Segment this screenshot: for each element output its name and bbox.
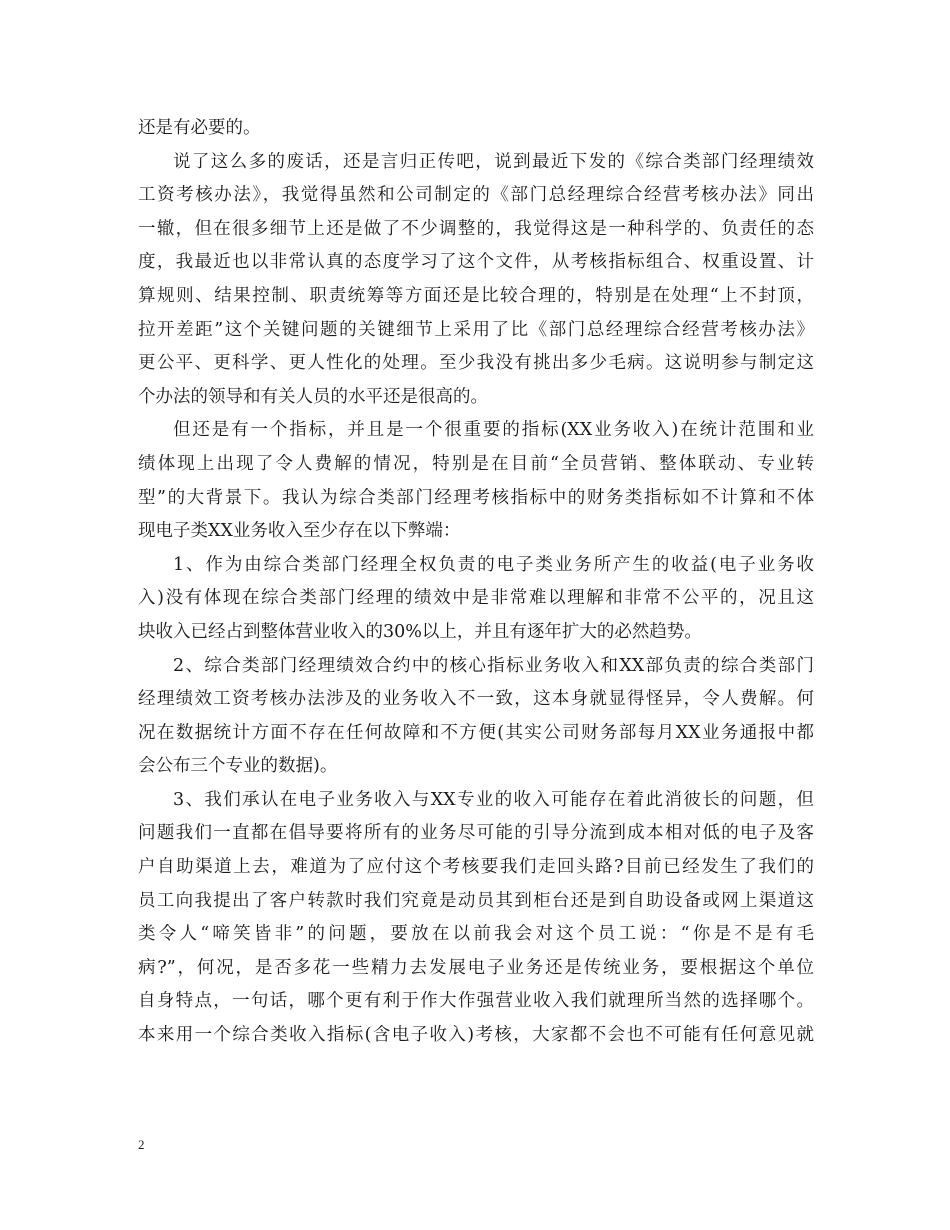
text-line: 个办法的领导和有关人员的水平还是很高的。 [138,386,488,407]
text-line: 病?”，何况，是否多花一些精力去发展电子业务还是传统业务，要根据这个单位 [138,957,814,978]
text-line: 经理绩效工资考核办法涉及的业务收入不一致，这本身就显得怪异，令人费解。何 [138,689,814,710]
text-line: 入)没有体现在综合类部门经理的绩效中是非常难以理解和非常不公平的，况且这 [138,588,814,609]
text-line: 1、作为由综合类部门经理全权负责的电子类业务所产生的收益(电子业务收 [173,554,814,575]
text-line: 2、综合类部门经理绩效合约中的核心指标业务收入和XX部负责的综合类部门 [173,655,814,676]
text-line: 度，我最近也以非常认真的态度学习了这个文件，从考核指标组合、权重设置、计 [138,252,814,273]
text-line: 算规则、结果控制、职责统筹等方面还是比较合理的，特别是在处理“上不封顶， [138,285,814,306]
text-line: 绩体现上出现了令人费解的情况，特别是在目前“全员营销、整体联动、专业转 [138,453,814,474]
text-line: 本来用一个综合类收入指标(含电子收入)考核，大家都不会也不可能有任何意见就 [138,1025,814,1046]
text-line: 自身特点，一句话，哪个更有利于作大作强营业收入我们就理所当然的选择哪个。 [138,991,814,1012]
text-line: 类令人“啼笑皆非”的问题，要放在以前我会对这个员工说：“你是不是有毛 [138,924,814,945]
text-line: 更公平、更科学、更人性化的处理。至少我没有挑出多少毛病。这说明参与制定这 [138,353,814,374]
page-number: 2 [138,1137,145,1152]
text-line: 会公布三个专业的数据)。 [138,756,338,777]
text-line: 员工向我提出了客户转款时我们究竟是动员其到柜台还是到自助设备或网上渠道这 [138,890,814,911]
text-line: 工资考核办法》，我觉得虽然和公司制定的《部门总经理综合经营考核办法》同出 [138,185,814,206]
document-body [138,112,814,1053]
text-line: 现电子类XX业务收入至少存在以下弊端： [138,521,461,542]
text-line: 一辙，但在很多细节上还是做了不少调整的，我觉得这是一种科学的、负责任的态 [138,218,814,239]
text-line: 块收入已经占到整体营业收入的30%以上，并且有逐年扩大的必然趋势。 [138,621,702,642]
text-line: 拉开差距”这个关键问题的关键细节上采用了比《部门总经理综合经营考核办法》 [138,319,814,340]
text-line: 型”的大背景下。我认为综合类部门经理考核指标中的财务类指标如不计算和不体 [138,487,814,508]
text-line: 说了这么多的废话，还是言归正传吧，说到最近下发的《综合类部门经理绩效 [173,151,814,172]
text-line: 但还是有一个指标，并且是一个很重要的指标(XX业务收入)在统计范围和业 [173,420,814,441]
text-line: 3、我们承认在电子业务收入与XX专业的收入可能存在着此消彼长的问题，但 [173,789,814,810]
text-line: 问题我们一直都在倡导要将所有的业务尽可能的引导分流到成本相对低的电子及客 [138,823,814,844]
text-line: 还是有必要的。 [138,118,261,138]
text-line: 户自助渠道上去，难道为了应付这个考核要我们走回头路?目前已经发生了我们的 [138,857,814,878]
text-line: 况在数据统计方面不存在任何故障和不方便(其实公司财务部每月XX业务通报中都 [138,722,814,743]
